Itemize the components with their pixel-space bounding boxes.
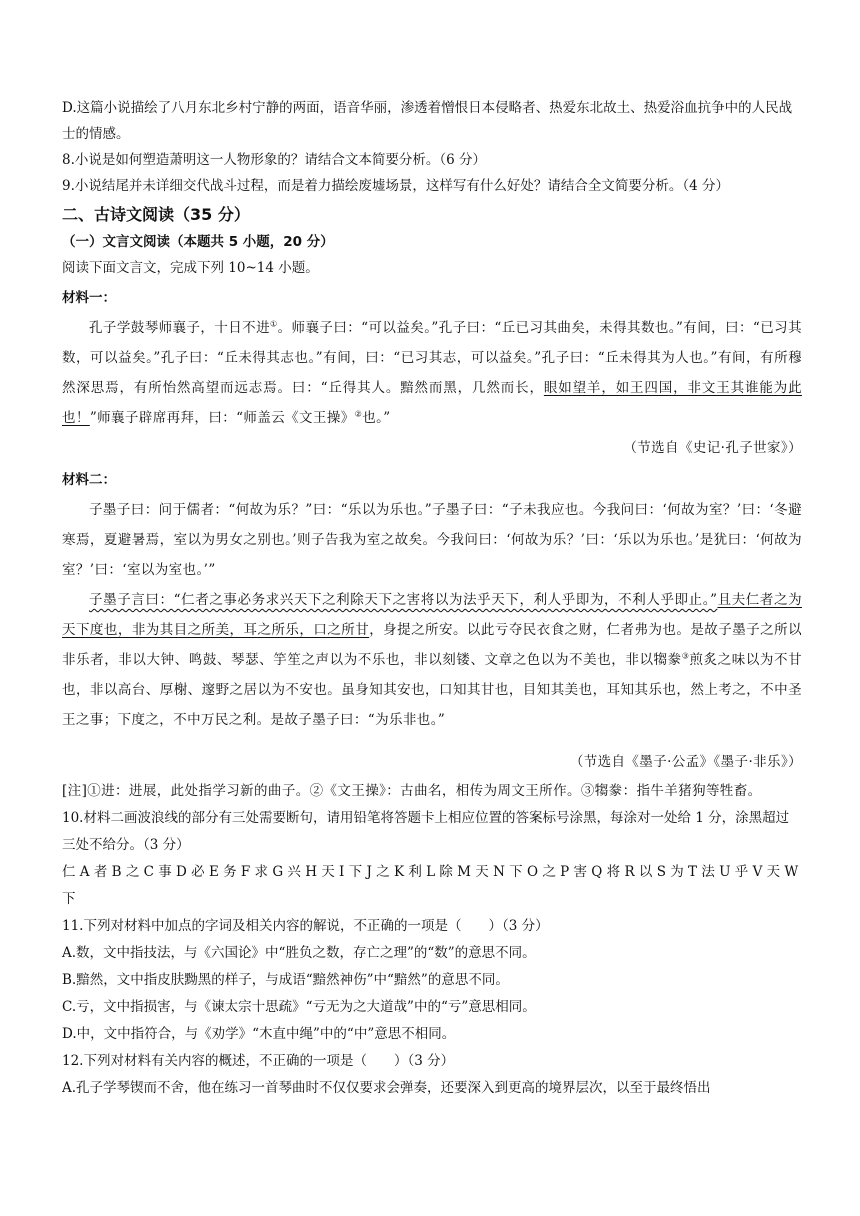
material-2-text-b: ，身提之所安。以此亏夺民衣食之财，仁者弗为也。是故子墨子之所以非乐者，非以大钟、鸣鼓、琴瑟、竽笙之声以为不乐也，非以刻镂、文章之色以为不美也，非以犓豢	[62, 622, 802, 668]
question-9: 9.小说结尾并未详细交代战斗过程，而是着力描绘废墟场景，这样写有什么好处？请结合全文简要分析。（4 分）	[62, 178, 730, 194]
material-1-passage	[62, 313, 802, 433]
question-12-option-a: A.孔子学琴锲而不舍，他在练习一首琴曲时不仅仅要求会弹奏，还要深入到更高的境界层次，以至于最终悟出	[62, 1080, 711, 1096]
material-1-underlined: 眼如望羊，如王四国，非文王其谁能为此也！	[62, 380, 802, 426]
subsection-title: （一）文言文阅读（本题共 5 小题，20 分）	[62, 234, 334, 250]
material-1-text-a: 孔子学鼓琴师襄子，十日不进	[89, 320, 271, 336]
question-8: 8.小说是如何塑造萧明这一人物形象的？请结合文本简要分析。（6 分）	[62, 152, 487, 168]
material-1-source: （节选自《史记·孔子世家》）	[623, 440, 802, 456]
question-11-option-b: B.黯然，文中指皮肤黝黑的样子，与成语“黯然神伤”中“黯然”的意思不同。	[62, 972, 509, 988]
question-11-option-a: A.数，文中指技法，与《六国论》中“胜负之数，存亡之理”的“数”的意思不同。	[62, 945, 536, 961]
option-d-text: D.这篇小说描绘了八月东北乡村宁静的两面，语音华丽，渗透着憎恨日本侵略者、热爱东北故土、热爱浴血抗争中的人民战士的情感。	[62, 100, 793, 142]
question-11: 11.下列对材料中加点的字词及相关内容的解说，不正确的一项是（ ）（3 分）	[62, 918, 549, 934]
note-mark-1: ①	[270, 319, 278, 329]
footnotes: [注]①进：进展，此处指学习新的曲子。②《文王操》：古曲名，相传为周文王所作。③犓豢：指牛羊猪狗等牲畜。	[62, 783, 762, 799]
note-mark-3: ③	[681, 651, 690, 661]
material-2-label: 材料二：	[62, 472, 116, 488]
material-2-underlined: 且夫仁者之为天下度也，非为其目之所美，耳之所乐，口之所甘	[62, 592, 802, 638]
material-2-paragraph-2	[62, 585, 802, 735]
material-1-text-d: 也。”	[362, 410, 391, 426]
spacer	[62, 735, 802, 747]
material-2-source: （节选自《墨子·公孟》《墨子·非乐》）	[569, 754, 802, 770]
material-1-text-b: 。师襄子曰：“可以益矣。”孔子曰：“丘已习其曲矣，未得其数也。”有间，曰：“已习其数，可以益矣。”孔子曰：“丘未得其志也。”有间，曰：“已习其志，可以益矣。”孔子曰：“丘未得其为人也。”有间，有所穆然深思焉，有所怡然高望而远志焉。曰：“丘得其人。黯然而黑，几然而长，	[62, 320, 802, 396]
material-1-label: 材料一：	[62, 290, 116, 306]
question-11-option-c: C.亏，文中指损害，与《谏太宗十思疏》“亏无为之大道哉”中的“亏”意思相同。	[62, 999, 536, 1015]
question-10: 10.材料二画波浪线的部分有三处需要断句，请用铅笔将答题卡上相应位置的答案标号涂黑，每涂对一处给 1 分，涂黑超过三处不给分。（3 分）	[62, 810, 790, 853]
question-12: 12.下列对材料有关内容的概述，不正确的一项是（ ）（3 分）	[62, 1053, 455, 1069]
section-title: 二、古诗文阅读（35 分）	[62, 205, 250, 224]
material-2-wavy-text: 子墨子言曰：“仁者之事必务求兴天下之利除天下之害将以为法乎天下，利人乎即为，不利人乎即止。”	[89, 592, 718, 608]
note-mark-2: ②	[354, 409, 363, 419]
question-11-option-d: D.中，文中指符合，与《劝学》“木直中绳”中的“中”意思不相同。	[62, 1026, 456, 1042]
exam-page	[62, 95, 802, 1102]
material-1-text-c: ”师襄子辟席再拜，曰：“师盖云《文王操》	[89, 410, 355, 426]
question-10-options: 仁 A 者 B 之 C 事 D 必 E 务 F 求 G 兴 H 天 I 下 J 之 K 利 L 除 M 天 N 下 O 之 P 害 Q 将 R 以 S 为 T 法 U 乎 V 天 W 下	[62, 864, 799, 907]
reading-instruction: 阅读下面文言文，完成下列 10~14 小题。	[62, 260, 319, 276]
material-2-paragraph-1: 子墨子曰：问于儒者：“何故为乐？”曰：“乐以为乐也。”子墨子曰：“子未我应也。今我问曰：‘何故为室？’曰：‘冬避寒焉，夏避暑焉，室以为男女之别也。’则子告我为室之故矣。今我问曰：‘何故为乐？’曰：‘乐以为乐也。’是犹曰：‘何故为室？’曰：‘室以为室也。’”	[62, 502, 802, 578]
material-2-text-c: 煎炙之味以为不甘也，非以高台、厚榭、邃野之居以为不安也。虽身知其安也，口知其甘也，目知其美也，耳知其乐也，然上考之，不中圣王之事；下度之，不中万民之利。是故子墨子曰：“为乐非也。”	[62, 652, 802, 728]
